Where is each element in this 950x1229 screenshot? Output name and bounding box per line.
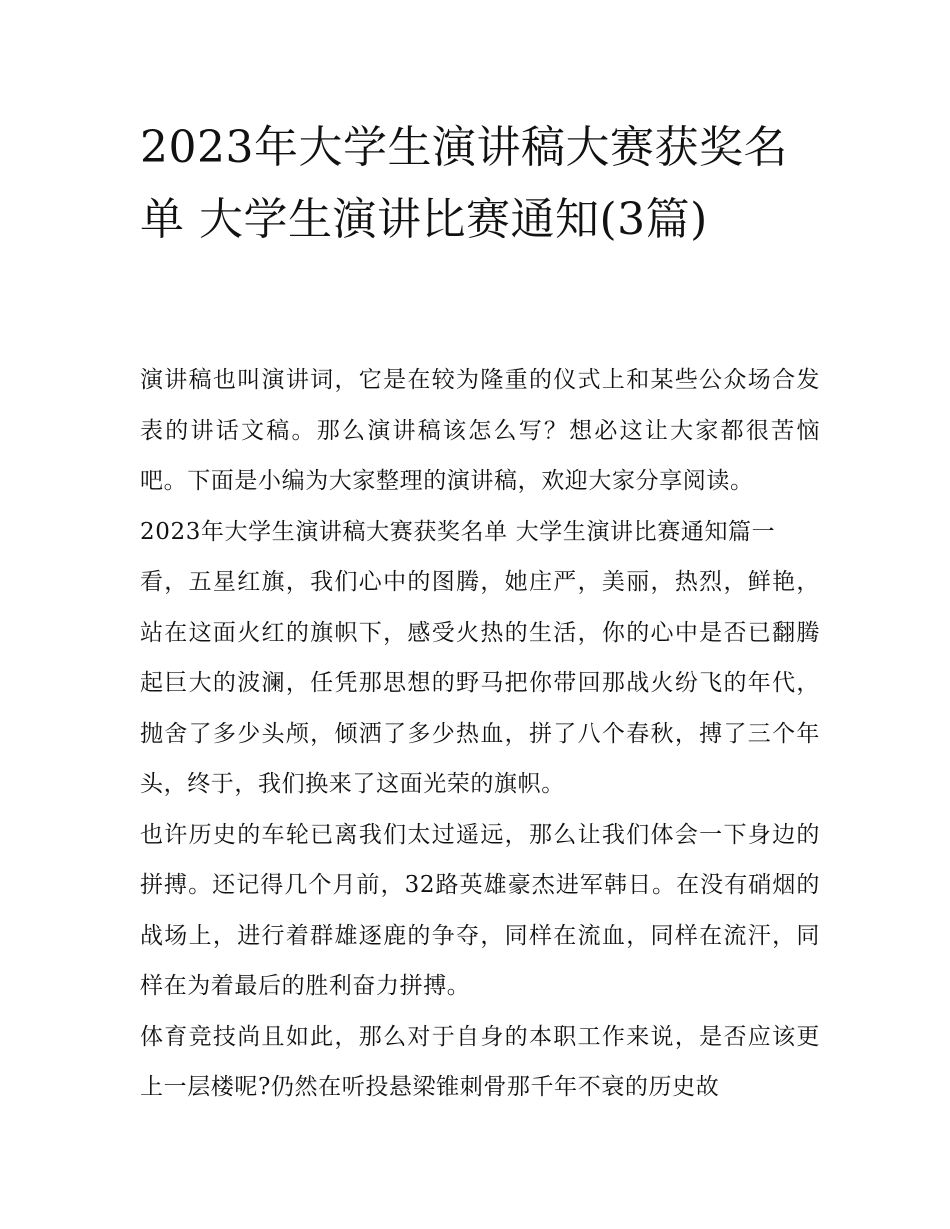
paragraph-section-heading: 2023年大学生演讲稿大赛获奖名单 大学生演讲比赛通知篇一 (140, 518, 776, 545)
paragraph-sports: 体育竞技尚且如此，那么对于自身的本职工作来说，是否应该更上一层楼呢?仍然在听投悬梁锥刺骨那千年不衰的历史故 (140, 1023, 820, 1100)
paragraph-intro: 演讲稿也叫演讲词，它是在较为隆重的仪式上和某些公众场合发表的讲话文稿。那么演讲稿该怎么写？想必这让大家都很苦恼吧。下面是小编为大家整理的演讲稿，欢迎大家分享阅读。 (140, 367, 820, 494)
paragraph-history: 也许历史的车轮已离我们太过遥远，那么让我们体会一下身边的拼搏。还记得几个月前，32路英雄豪杰进军韩日。在没有硝烟的战场上，进行着群雄逐鹿的争夺，同样在流血，同样在流汗，同样在为着最后的胜利奋力拼搏。 (140, 821, 820, 999)
paragraph-flag: 看，五星红旗，我们心中的图腾，她庄严，美丽，热烈，鲜艳，站在这面火红的旗帜下，感受火热的生活，你的心中是否已翻腾起巨大的波澜，任凭那思想的野马把你带回那战火纷飞的年代，抛舍了多少头颅，倾洒了多少热血，拼了八个春秋，搏了三个年头，终于，我们换来了这面光荣的旗帜。 (140, 569, 820, 797)
document-body (140, 355, 820, 1113)
document-title: 2023年大学生演讲稿大赛获奖名单 大学生演讲比赛通知(3篇) (140, 122, 788, 245)
